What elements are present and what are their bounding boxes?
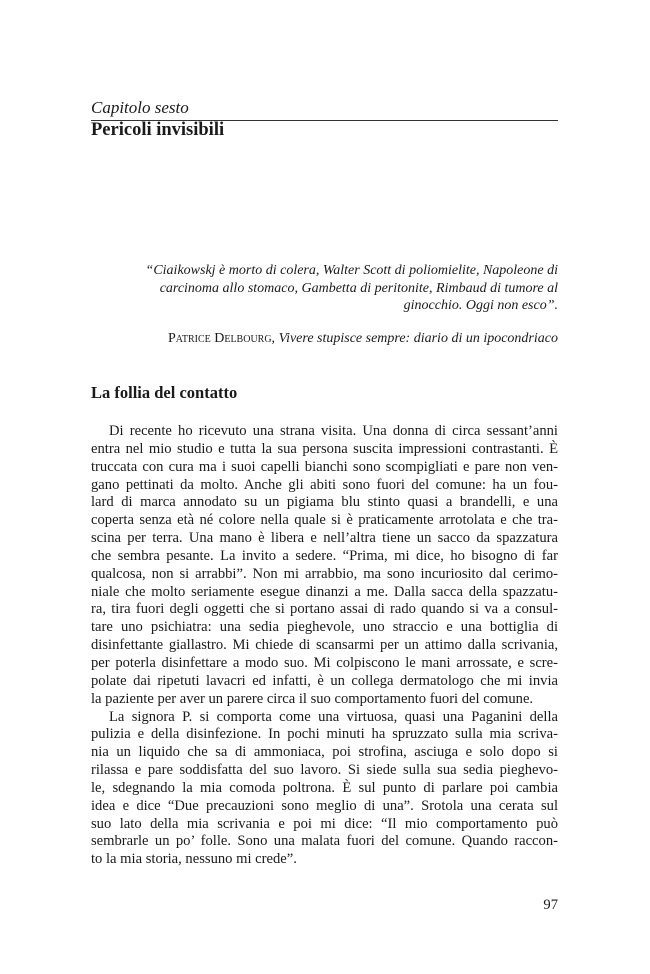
paragraph-line: qualcosa, non si arrabbi”. Non mi arrabbio, ma sono incuriosito dal cerimo- <box>91 565 558 582</box>
paragraph-line: le, sdegnando la mia comoda poltrona. È sul punto di parlare poi cambia <box>91 779 558 796</box>
epigraph-author: Patrice Delbourg, <box>167 331 276 346</box>
page-number: 97 <box>543 897 558 913</box>
epigraph-line: “Ciaikowskj è morto di colera, Walter Scott di poliomielite, Napoleone di <box>145 263 558 278</box>
epigraph-line: ginocchio. Oggi non esco”. <box>403 298 558 313</box>
paragraph-line: che sembra pesante. La invito a sedere. “Prima, mi dice, ho bisogno di far <box>91 547 558 564</box>
paragraph-line: sembrarle un po’ folle. Sono una malata fuori del comune. Quando raccon- <box>91 833 558 850</box>
paragraph-line: truccata con cura ma i suoi capelli bianchi sono scompigliati e pare non ven- <box>91 458 558 475</box>
paragraph-line: per poterla disinfettare a modo suo. Mi colpiscono le mani arrossate, e scre- <box>91 654 558 671</box>
paragraph-line: entra nel mio studio e tutta la sua persona suscita impressioni contrastanti. È <box>91 440 558 457</box>
paragraph-line: nia un liquido che sa di ammoniaca, poi strofina, asciuga e solo dopo si <box>91 744 558 761</box>
paragraph-line: La signora P. si comporta come una virtuosa, quasi una Paganini della <box>109 708 558 725</box>
paragraph-line: suo lato della mia scrivania e poi mi dice: “Il mio comportamento può <box>91 815 558 832</box>
paragraph-line: la paziente per aver un parere circa il suo comportamento fuori del comune. <box>91 690 534 707</box>
epigraph <box>130 262 558 315</box>
paragraph-line: tare uno psichiatra: una sedia pieghevole, uno straccio e una bottiglia di <box>91 619 558 636</box>
epigraph-source: Vivere stupisce sempre: diario di un ipocondriaco <box>278 331 558 346</box>
section-title: La follia del contatto <box>91 383 238 402</box>
paragraph-line: pulizia e della disinfezione. In pochi minuti ha spruzzato sulla mia scriva- <box>91 726 558 743</box>
chapter-title: Pericoli invisibili <box>91 120 225 140</box>
paragraph-line: ra, tira fuori degli oggetti che si portano assai di rado quando si va a consul- <box>91 601 558 618</box>
paragraph-line: rilassa e pare soddisfatta del suo lavoro. Si siede sulla sua sedia pieghevo- <box>91 762 558 779</box>
paragraph-line: gano pettinati da molto. Anche gli abiti sono fuori del comune: ha un fou- <box>91 476 558 493</box>
paragraph-line: scina per terra. Una mano è libera e nell’altra tiene un sacco da spazzatura <box>91 530 558 547</box>
paragraph-line: Di recente ho ricevuto una strana visita. Una donna di circa sessant’anni <box>109 423 558 439</box>
paragraph-line: coperta senza età né colore nella quale si è praticamente arrotolata e che tra- <box>91 512 558 529</box>
paragraph-line: lard di marca annodato su un pigiama blu stinto quasi a brandelli, e una <box>91 494 558 511</box>
paragraph-line: polate dai ripetuti lavacri ed infatti, è un collega dermatologo che mi invia <box>91 672 558 689</box>
paragraph-line: niale che molto seriamente esegue dinanzi a me. Dalla sacca della spazzatu- <box>91 583 558 600</box>
chapter-label: Capitolo sesto <box>91 98 189 117</box>
body-text <box>91 423 558 869</box>
paragraph-line: to la mia storia, nessuno mi crede”. <box>91 851 297 868</box>
epigraph-line: carcinoma allo stomaco, Gambetta di peritonite, Rimbaud di tumore al <box>159 280 558 296</box>
paragraph-line: disinfettante giallastro. Mi chiede di scansarmi per un attimo dalla scrivania, <box>91 637 558 654</box>
paragraph-line: idea e dice “Due precauzioni sono meglio di una”. Srotola una cerata sul <box>91 797 558 814</box>
epigraph-attribution <box>130 331 558 347</box>
